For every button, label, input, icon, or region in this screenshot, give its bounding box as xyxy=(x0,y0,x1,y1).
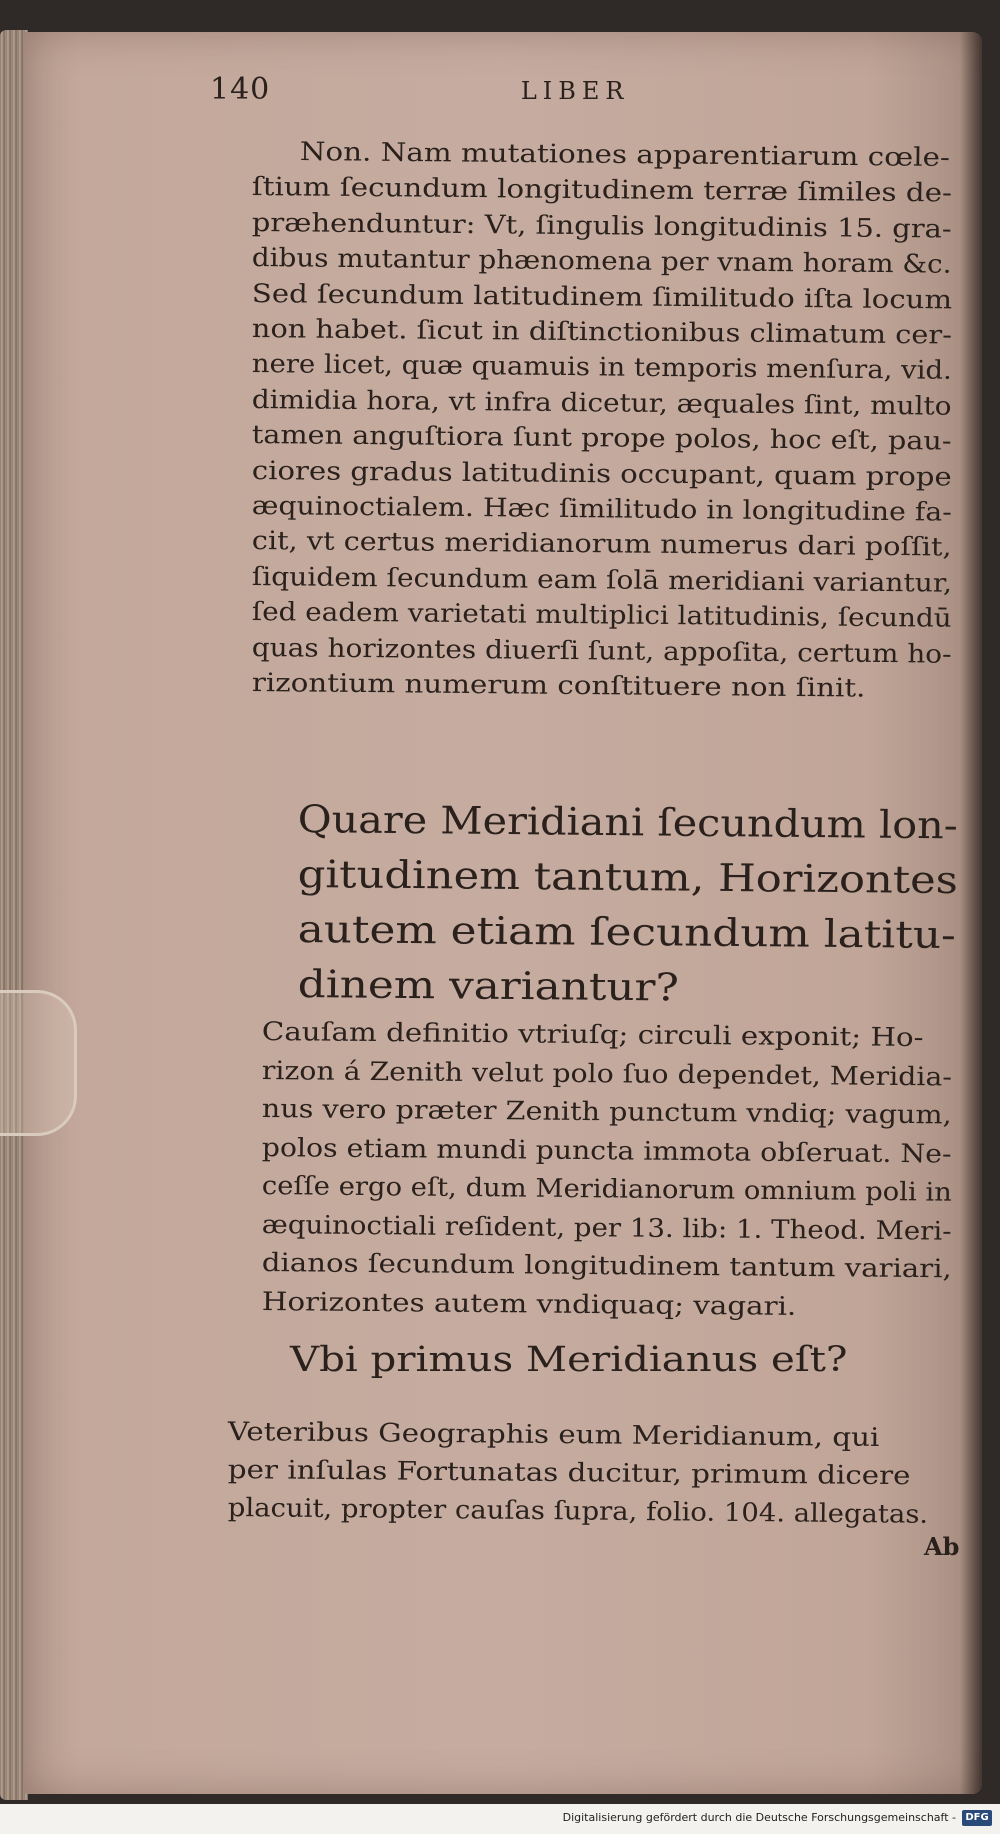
h1-line: autem etiam ſecundum latitu- xyxy=(297,907,957,957)
p1-line: Sed ſecundum latitudinem ſimilitudo iſta locum xyxy=(251,278,953,316)
p1-line: dibus mutantur phænomena per vnam horam &c. xyxy=(251,243,952,280)
p1-line: ſed eadem varietati multiplici latitudinis, ſecundū xyxy=(251,597,952,634)
page-number: 140 xyxy=(210,72,271,107)
p3-line: per inſulas Fortunatas ducitur, primum dicere xyxy=(227,1455,911,1492)
page-gutter-shadow xyxy=(960,32,982,1794)
p1-line: quas horizontes diuerſi ſunt, appoſita, certum ho- xyxy=(251,632,952,670)
h1-line: dinem variantur? xyxy=(297,962,680,1010)
p1-line: dimidia hora, vt infra dicetur, æquales ſint, multo xyxy=(251,384,952,422)
dfg-logo: DFG xyxy=(962,1810,992,1826)
running-head: LIBER xyxy=(520,77,630,105)
p2-line: rizon á Zenith velut polo ſuo dependet, Meridia- xyxy=(261,1055,953,1093)
p3-line: Veteribus Geographis eum Meridianum, qui xyxy=(227,1417,880,1453)
p1-line: præhenduntur: Vt, ſingulis longitudinis 15. gra- xyxy=(251,207,952,245)
h1-line: gitudinem tantum, Horizontes xyxy=(297,852,959,903)
p3-line: placuit, propter cauſas ſupra, folio. 104. allegatas. xyxy=(227,1493,929,1530)
p2-line: Cauſam definitio vtriuſq; circuli exponit; Ho- xyxy=(261,1017,924,1054)
page-header xyxy=(210,72,629,107)
p2-line: Horizontes autem vndiquaq; vagari. xyxy=(261,1286,797,1322)
p1-line: ſiquidem ſecundum eam ſolā meridiani variantur, xyxy=(251,561,953,599)
p1-line: tamen anguſtiora ſunt prope polos, hoc eſt, pau- xyxy=(251,420,952,457)
digitization-footer xyxy=(0,1804,1000,1834)
p1-line: ſtium ſecundum longitudinem terræ ſimiles de- xyxy=(251,172,953,209)
p2-line: polos etiam mundi puncta immota obſeruat. Ne- xyxy=(261,1132,952,1170)
p1-line: Non. Nam mutationes apparentiarum cœle- xyxy=(299,137,951,173)
p1-line: cit, vt certus meridianorum numerus dari poſſit, xyxy=(251,526,952,563)
p1-line: nere licet, quæ quamuis in temporis menſura, vid. xyxy=(251,349,952,387)
book-clasp xyxy=(0,990,77,1136)
p2-line: æquinoctiali reſident, per 13. lib: 1. Theod. Meri- xyxy=(261,1209,952,1247)
p2-line: ceſſe ergo eſt, dum Meridianorum omnium poli in xyxy=(261,1171,953,1208)
footer-credit: Digitalisierung gefördert durch die Deutsche Forschungsgemeinschaft - xyxy=(562,1811,956,1824)
p2-line: dianos ſecundum longitudinem tantum variari, xyxy=(261,1248,952,1285)
p1-line: rizontium numerum conſtituere non ſinit. xyxy=(251,668,866,704)
heading-2: Vbi primus Meridianus eſt? xyxy=(290,1340,848,1380)
p1-line: ciores gradus latitudinis occupant, quam prope xyxy=(251,455,952,493)
p1-line: æquinoctialem. Hæc ſimilitudo in longitudine fa- xyxy=(251,491,952,528)
p1-line: non habet. ſicut in diſtinctionibus climatum cer- xyxy=(251,314,953,351)
h1-line: Quare Meridiani ſecundum lon- xyxy=(297,797,958,848)
p2-line: nus vero præter Zenith punctum vndiq; vagum, xyxy=(261,1094,952,1131)
catchword: Ab xyxy=(924,1532,960,1561)
